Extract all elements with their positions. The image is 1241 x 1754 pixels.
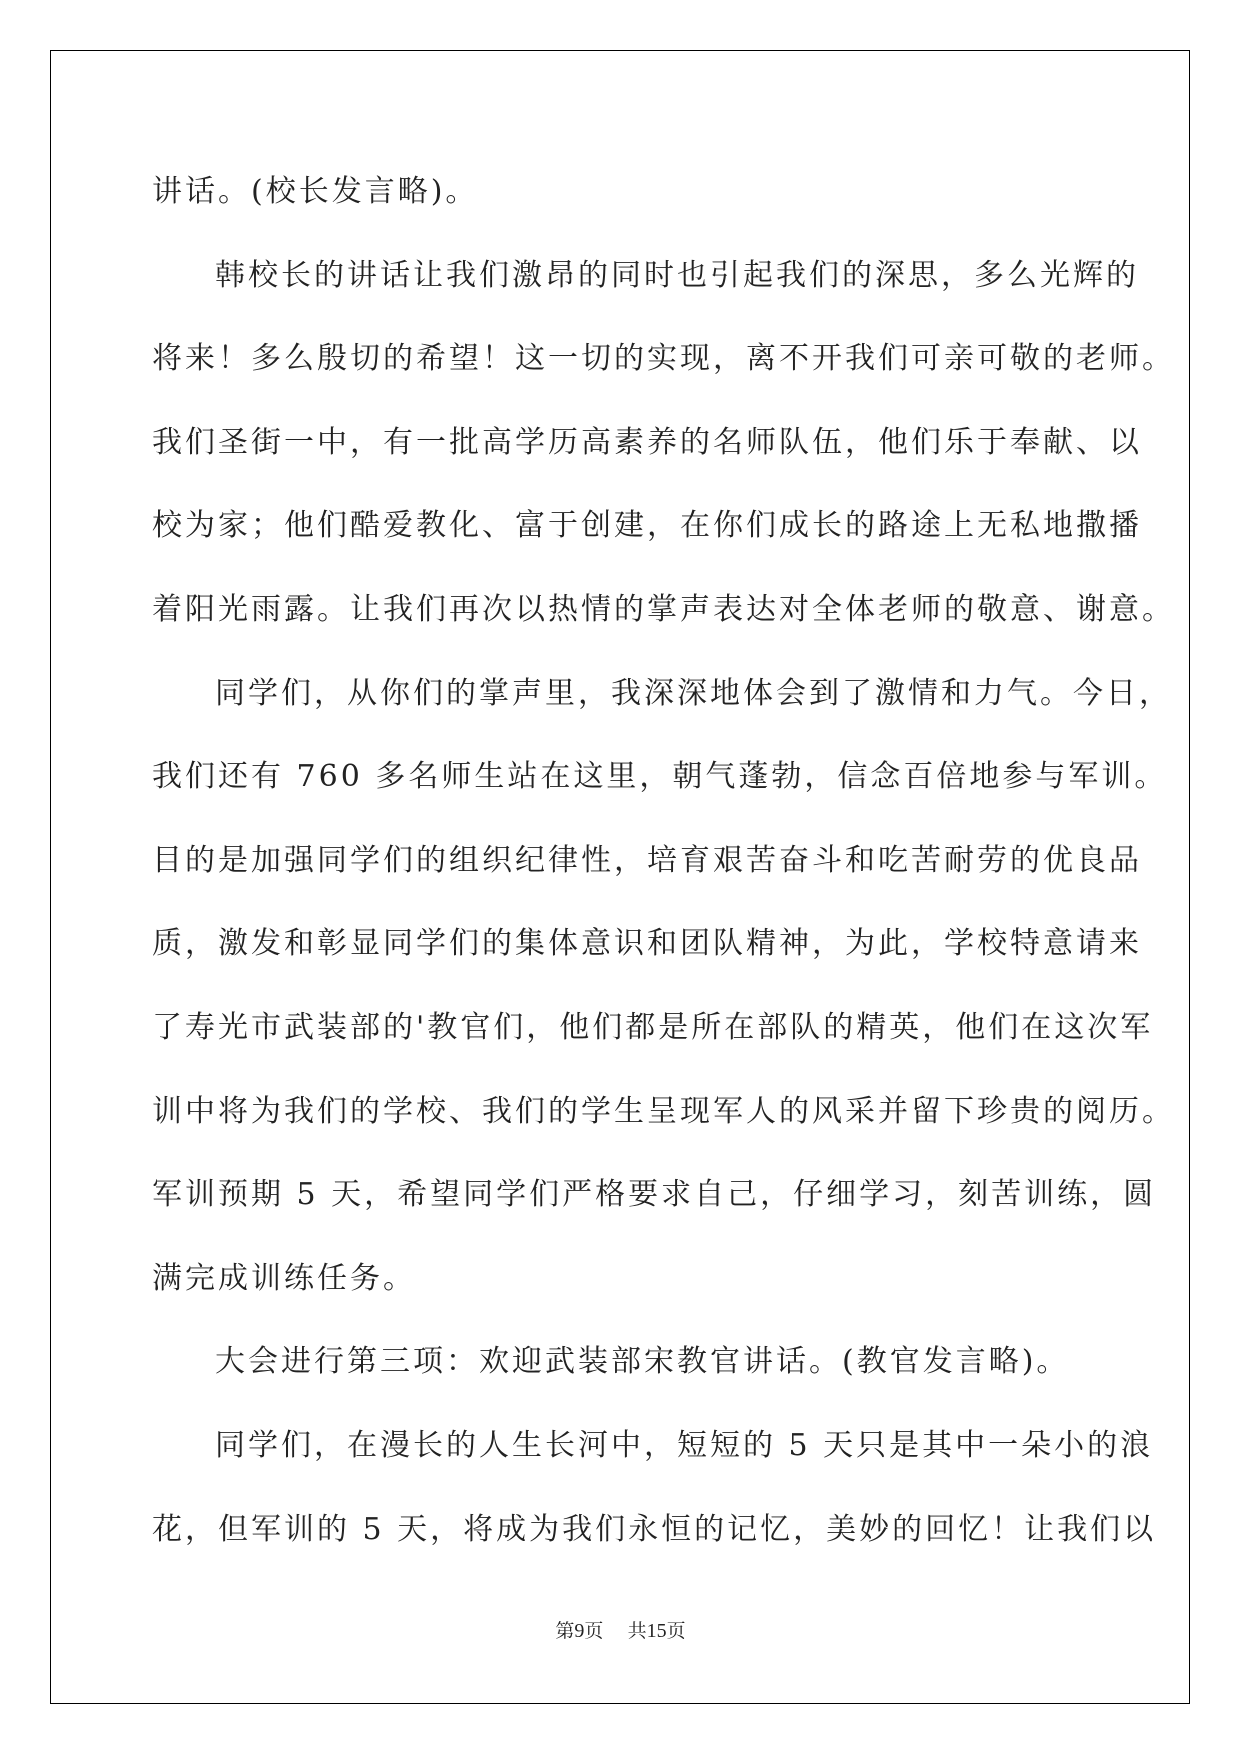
document-body [152, 150, 1175, 1571]
text-line: 讲话。(校长发言略)。 [152, 174, 479, 209]
total-pages: 15 [646, 1620, 667, 1642]
text-line: 质，激发和彰显同学们的集体意识和团队精神，为此，学校特意请来 [152, 926, 1142, 962]
text-line: 我们圣街一中，有一批高学历高素养的名师队伍，他们乐于奉献、以 [152, 424, 1142, 460]
text-line: 军训预期 5 天，希望同学们严格要求自己，仔细学习，刻苦训练，圆 [152, 1177, 1157, 1213]
text-line: 同学们，在漫长的人生长河中，短短的 5 天只是其中一朵小的浪 [215, 1427, 1154, 1463]
text-line: 着阳光雨露。让我们再次以热情的掌声表达对全体老师的敬意、谢意。 [152, 591, 1175, 627]
text-line: 了寿光市武装部的'教官们，他们都是所在部队的精英，他们在这次军 [152, 1009, 1154, 1045]
text-line: 同学们，从你们的掌声里，我深深地体会到了激情和力气。今日， [215, 675, 1172, 711]
page-number: 9 [574, 1620, 585, 1642]
text-line: 花，但军训的 5 天，将成为我们永恒的记忆，美妙的回忆！让我们以 [152, 1511, 1157, 1547]
page-footer [0, 1616, 1241, 1643]
page-suffix: 页 [584, 1620, 604, 1642]
text-line: 满完成训练任务。 [152, 1260, 416, 1296]
text-line: 将来！多么殷切的希望！这一切的实现，离不开我们可亲可敬的老师。 [152, 341, 1175, 377]
text-line: 韩校长的讲话让我们激昂的同时也引起我们的深思，多么光辉的 [215, 257, 1139, 293]
total-suffix: 页 [666, 1620, 686, 1642]
total-prefix: 共 [627, 1620, 647, 1642]
text-line: 训中将为我们的学校、我们的学生呈现军人的风采并留下珍贵的阅历。 [152, 1093, 1175, 1129]
text-line: 大会进行第三项：欢迎武装部宋教官讲话。(教官发言略)。 [215, 1344, 1070, 1380]
text-line: 我们还有 760 多名师生站在这里，朝气蓬勃，信念百倍地参与军训。 [152, 759, 1168, 795]
page-prefix: 第 [555, 1620, 575, 1642]
text-line: 目的是加强同学们的组织纪律性，培育艰苦奋斗和吃苦耐劳的优良品 [152, 842, 1142, 878]
text-line: 校为家；他们酷爱教化、富于创建，在你们成长的路途上无私地撒播 [152, 508, 1142, 544]
